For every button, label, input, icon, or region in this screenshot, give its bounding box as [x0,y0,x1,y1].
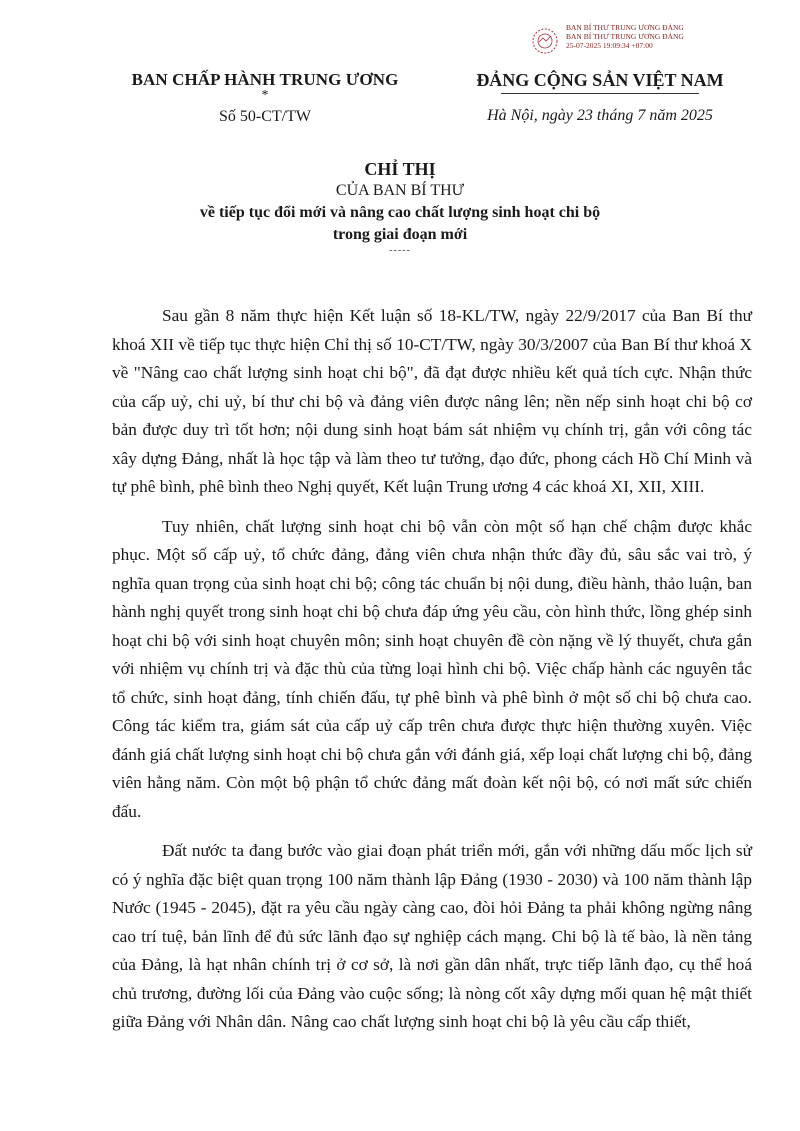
title-block [0,158,800,256]
subject-line-2: trong giai đoạn mới [332,226,468,243]
paragraph-1: Sau gần 8 năm thực hiện Kết luận số 18-KL/TW, ngày 22/9/2017 của Ban Bí thư khoá XII về tiếp tục thực hiện Chỉ thị số 10-CT/TW, ngày 30/3/2007 của Ban Bí thư khoá X về "Nâng cao chất lượng sinh hoạt chi bộ", đã đạt được nhiều kết quả tích cực. Nhận thức của cấp uỷ, chi uỷ, bí thư chi bộ và đảng viên được nâng lên; nền nếp sinh hoạt chi bộ cơ bản được duy trì tốt hơn; nội dung sinh hoạt bám sát nhiệm vụ chính trị, gắn với công tác xây dựng Đảng, nhất là học tập và làm theo tư tưởng, đạo đức, phong cách Hồ Chí Minh và tự phê bình, phê bình theo Nghị quyết, Kết luận Trung ương 4 các khoá XI, XII, XIII. [112,306,752,496]
document-issuer: CỦA BAN BÍ THƯ [335,182,465,199]
document-body [112,302,752,1048]
signature-line-1: BAN BÍ THƯ TRUNG ƯƠNG ĐẢNG [566,23,684,32]
document-number: Số 50-CT/TW [219,108,311,125]
signature-text [566,23,684,50]
digital-signature [530,20,730,62]
header-star: * [261,88,269,103]
subject-line-1: về tiếp tục đổi mới và nâng cao chất lượng sinh hoạt chi bộ [199,204,601,221]
paragraph-2: Tuy nhiên, chất lượng sinh hoạt chi bộ vẫn còn một số hạn chế chậm được khắc phục. Một số cấp uỷ, tổ chức đảng, đảng viên chưa nhận thức đầy đủ, sâu sắc vai trò, ý nghĩa quan trọng của sinh hoạt chi bộ; công tác chuẩn bị nội dung, điều hành, thảo luận, ban hành nghị quyết trong sinh hoạt chi bộ chưa đáp ứng yêu cầu, còn hình thức, lồng ghép sinh hoạt chi bộ với sinh hoạt chuyên môn; sinh hoạt chuyên đề còn nặng về lý thuyết, chưa gắn với nhiệm vụ chính trị và đặc thù của từng loại hình chi bộ. Việc chấp hành các nguyên tắc tổ chức, sinh hoạt đảng, tính chiến đấu, tự phê bình và phê bình ở một số chi bộ chưa cao. Công tác kiểm tra, giám sát của cấp uỷ cấp trên chưa được thực hiện thường xuyên. Việc đánh giá chất lượng sinh hoạt chi bộ chưa gắn với đánh giá, xếp loại chất lượng chi bộ, đảng viên hằng năm. Còn một bộ phận tổ chức đảng mất đoàn kết nội bộ, có nơi mất sức chiến đấu. [112,516,752,821]
paragraph-3: Đất nước ta đang bước vào giai đoạn phát triển mới, gắn với những dấu mốc lịch sử có ý nghĩa đặc biệt quan trọng 100 năm thành lập Đảng (1930 - 2030) và 100 năm thành lập Nước (1945 - 2045), đặt ra yêu cầu ngày càng cao, đòi hỏi Đảng ta phải không ngừng nâng cao trí tuệ, bản lĩnh để đủ sức lãnh đạo sự nghiệp cách mạng. Chi bộ là tế bào, là nền tảng của Đảng, là hạt nhân chính trị ở cơ sở, là nơi gần dân nhất, trực tiếp lãnh đạo, cụ thể hoá chủ trương, đường lối của Đảng vào cuộc sống; là nòng cốt xây dựng mối quan hệ mật thiết giữa Đảng với Nhân dân. Nâng cao chất lượng sinh hoạt chi bộ là yêu cầu cấp thiết, [112,841,752,1031]
party-underline [501,93,699,94]
header-right [450,70,750,126]
party-name: ĐẢNG CỘNG SẢN VIỆT NAM [476,70,724,90]
signature-line-2: BAN BÍ THƯ TRUNG ƯƠNG ĐẢNG [566,32,684,41]
signature-timestamp: 25-07-2025 19:09:34 +07:00 [566,41,653,50]
document-date: Hà Nội, ngày 23 tháng 7 năm 2025 [487,107,713,124]
title-divider: ----- [389,245,411,256]
document-type: CHỈ THỊ [364,159,436,179]
seal-icon [530,26,560,56]
issuing-organization: BAN CHẤP HÀNH TRUNG ƯƠNG [131,70,399,89]
header-left [105,70,425,127]
